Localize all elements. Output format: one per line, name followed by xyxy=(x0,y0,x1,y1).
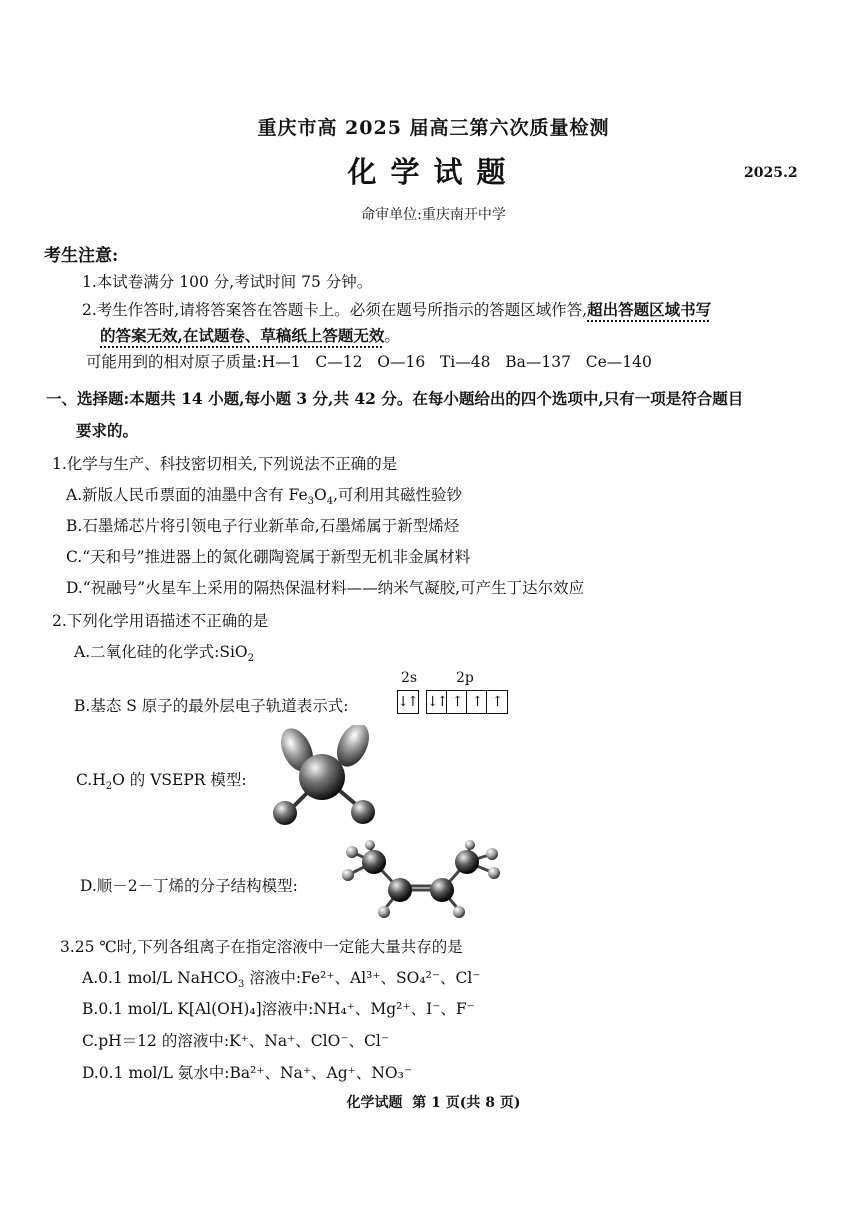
orbital-2p-cell-4: ↑ xyxy=(491,694,502,710)
cis-2-butene-model-image xyxy=(342,840,507,925)
q2-a-sub: 2 xyxy=(247,653,255,665)
q2-option-a xyxy=(74,640,255,665)
q3-option-b: B.0.1 mol/L K[Al(OH)₄]溶液中:NH₄⁺、Mg²⁺、I⁻、F⁻ xyxy=(82,1000,475,1018)
orbital-2s-cell: ↓↑ xyxy=(397,694,417,710)
orbital-box-2p xyxy=(426,690,508,714)
q1-a-sub1: 3 xyxy=(307,496,315,508)
authoring-unit: 命审单位:重庆南开中学 xyxy=(361,207,506,223)
q1-stem: 1.化学与生产、科技密切相关,下列说法不正确的是 xyxy=(52,455,398,473)
section-1-instructions-cont: 要求的。 xyxy=(76,421,139,440)
q1-option-d: D.“祝融号”火星车上采用的隔热保温材料——纳米气凝胶,可产生丁达尔效应 xyxy=(66,579,585,597)
q2-c-post: O 的 VSEPR 模型: xyxy=(112,771,247,789)
note-item-2-text: 2.考生作答时,请将答案答在答题卡上。必须在题号所指示的答题区域作答, xyxy=(82,301,588,319)
q1-a-mid: O xyxy=(314,486,327,504)
q2-a-text: A.二氧化硅的化学式:SiO xyxy=(74,643,248,661)
q3-a-text: A.0.1 mol/L NaHCO xyxy=(82,969,239,987)
q2-option-d: D.顺－2－丁烯的分子结构模型: xyxy=(80,877,298,895)
orbital-2p-cell-2: ↑ xyxy=(447,691,467,713)
q2-c-sub: 2 xyxy=(105,781,113,793)
q1-a-sub2: 4 xyxy=(326,496,334,508)
atomic-masses: 可能用到的相对原子质量:H—1 C—12 O—16 Ti—48 Ba—137 Ce—140 xyxy=(86,353,652,371)
h2o-vsepr-model-image xyxy=(255,725,395,835)
q2-stem: 2.下列化学用语描述不正确的是 xyxy=(52,612,269,630)
orbital-2p-cell-1: ↓↑ xyxy=(427,691,447,713)
q1-a-post: ,可利用其磁性验钞 xyxy=(333,486,463,504)
q1-option-c: C.“天和号”推进器上的氮化硼陶瓷属于新型无机非金属材料 xyxy=(66,548,471,566)
label-2p: 2p xyxy=(456,670,474,686)
q3-a-post: 溶液中:Fe²⁺、Al³⁺、SO₄²⁻、Cl⁻ xyxy=(244,969,481,987)
orbital-box-2s xyxy=(397,690,419,714)
q2-option-c xyxy=(76,768,247,793)
note-item-2-emphasis-b: 的答案无效,在试题卷、草稿纸上答题无效 xyxy=(100,326,385,345)
note-item-2-emphasis-a: 超出答题区域书写 xyxy=(587,300,712,319)
note-item-1: 1.本试卷满分 100 分,考试时间 75 分钟。 xyxy=(82,273,373,291)
q3-a-sub: 3 xyxy=(238,979,245,991)
label-2s: 2s xyxy=(401,670,418,686)
notes-heading: 考生注意: xyxy=(44,246,119,266)
q3-option-a xyxy=(82,966,481,991)
section-1-instructions: 一、选择题:本题共 14 小题,每小题 3 分,共 42 分。在每小题给出的四个选项中,只有一项是符合题目 xyxy=(46,389,744,408)
q3-stem: 3.25 ℃时,下列各组离子在指定溶液中一定能大量共存的是 xyxy=(60,938,463,956)
q2-c-text: C.H xyxy=(76,771,106,789)
q3-option-c: C.pH＝12 的溶液中:K⁺、Na⁺、ClO⁻、Cl⁻ xyxy=(82,1032,389,1050)
note-item-2-cont xyxy=(100,324,400,346)
page-footer: 化学试题 第 1 页(共 8 页) xyxy=(346,1095,521,1111)
exam-date: 2025.2 xyxy=(744,165,798,181)
exam-series-title: 重庆市高 2025 届高三第六次质量检测 xyxy=(257,117,610,139)
q1-a-text: A.新版人民币票面的油墨中含有 Fe xyxy=(66,486,308,504)
q3-option-d: D.0.1 mol/L 氨水中:Ba²⁺、Na⁺、Ag⁺、NO₃⁻ xyxy=(82,1064,413,1082)
subject-title: 化学试题 xyxy=(347,155,520,189)
q1-option-a xyxy=(66,483,463,508)
q2-option-b: B.基态 S 原子的最外层电子轨道表示式: xyxy=(74,697,349,715)
q1-option-b: B.石墨烯芯片将引领电子行业新革命,石墨烯属于新型烯烃 xyxy=(66,517,460,535)
note-item-2-end: 。 xyxy=(384,327,400,345)
note-item-2 xyxy=(82,298,711,320)
orbital-2p-cell-3: ↑ xyxy=(467,691,487,713)
